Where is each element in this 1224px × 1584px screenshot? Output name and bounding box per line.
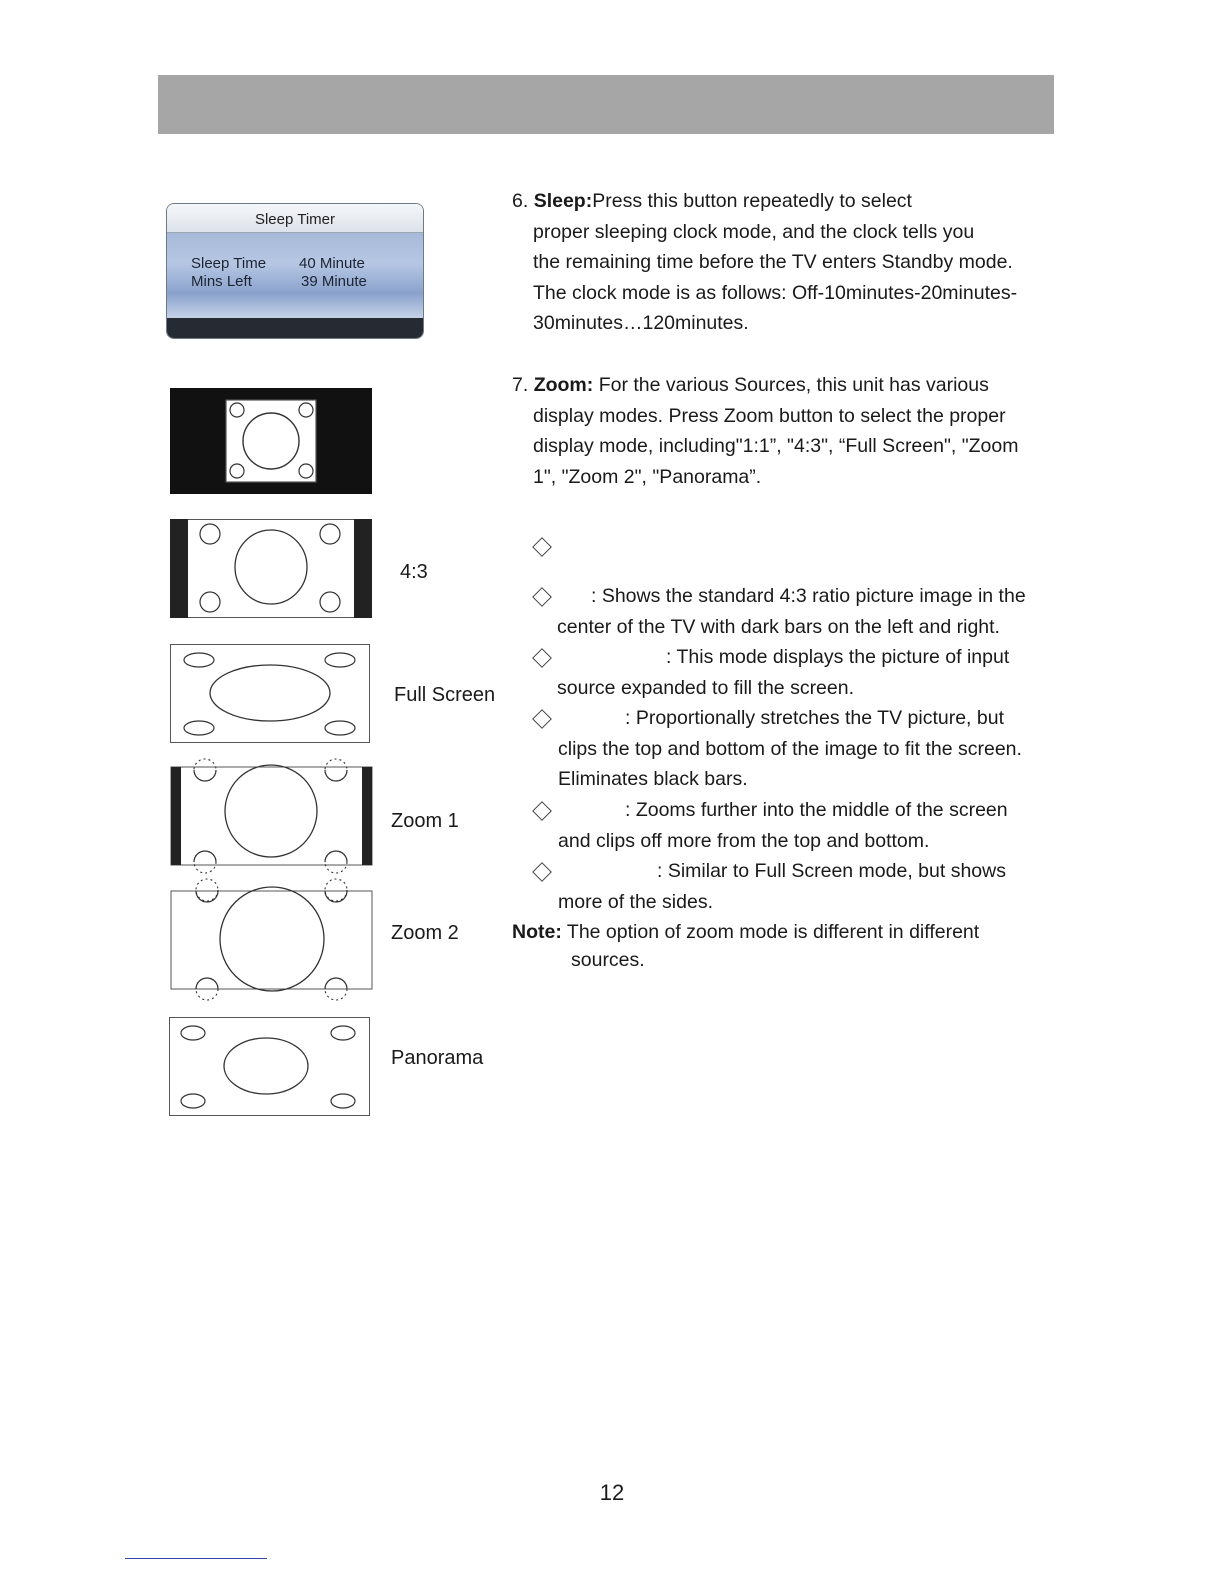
bullet-4-3-line: : Shows the standard 4:3 ratio picture image in the xyxy=(591,585,1026,607)
sleep-number: 6. xyxy=(512,190,529,212)
thumbnail-1-1 xyxy=(170,388,372,494)
mode-label-full-screen: Full Screen xyxy=(394,684,496,706)
bullet-zoom-1-line: clips the top and bottom of the image to fit the screen. xyxy=(558,738,1022,760)
osd-title: Sleep Timer xyxy=(167,204,423,233)
zoom-line: 1", "Zoom 2", "Panorama”. xyxy=(533,465,762,488)
footer-rule xyxy=(125,1558,267,1559)
sleep-line: proper sleeping clock mode, and the clock tells you xyxy=(533,220,975,243)
mode-label-zoom-2: Zoom 2 xyxy=(391,922,459,944)
zoom-number: 7. xyxy=(512,374,529,396)
sleep-title: Sleep: xyxy=(533,190,593,212)
sleep-section xyxy=(512,186,1017,339)
diamond-bullet-icon xyxy=(532,648,552,668)
note-text: The option of zoom mode is different in different xyxy=(566,921,980,943)
mode-label-panorama: Panorama xyxy=(391,1047,484,1069)
bullet-zoom-2-line: : Zooms further into the middle of the screen xyxy=(625,799,1008,821)
osd-row-mins-left xyxy=(191,273,367,290)
bullet-panorama-line: : Similar to Full Screen mode, but shows xyxy=(657,860,1006,882)
thumbnail-4-3 xyxy=(170,519,372,618)
thumbnail-zoom-2 xyxy=(170,878,374,1002)
thumbnail-full-screen xyxy=(170,644,372,744)
diamond-bullet-icon xyxy=(532,537,552,557)
diamond-bullet-icon xyxy=(532,587,552,607)
bullet-zoom-1-line: : Proportionally stretches the TV picture, but xyxy=(625,707,1004,729)
diamond-bullet-icon xyxy=(532,709,552,729)
osd-value: 40 Minute xyxy=(299,255,365,272)
bullet-full-screen-line: : This mode displays the picture of input xyxy=(666,646,1010,668)
diamond-bullet-icon xyxy=(532,862,552,882)
bullet-panorama-line: more of the sides. xyxy=(558,891,713,913)
sleep-line: the remaining time before the TV enters Standby mode. xyxy=(533,251,1013,274)
osd-footer xyxy=(167,318,423,338)
zoom-title: Zoom: xyxy=(533,374,594,396)
note-line xyxy=(512,917,979,948)
thumbnail-panorama xyxy=(169,1017,371,1117)
osd-label: Sleep Time xyxy=(191,255,267,272)
page-number: 12 xyxy=(599,1480,625,1505)
osd-value: 39 Minute xyxy=(301,273,367,290)
osd-body xyxy=(167,233,423,319)
header-bar xyxy=(158,75,1054,134)
note-label: Note: xyxy=(512,921,562,943)
sleep-timer-osd xyxy=(166,203,424,339)
bullet-zoom-1-line: Eliminates black bars. xyxy=(558,768,748,790)
zoom-line: display mode, including"1:1”, "4:3", “Full Screen", "Zoom xyxy=(533,435,1019,458)
osd-label: Mins Left xyxy=(191,273,252,290)
zoom-line: For the various Sources, this unit has various xyxy=(598,374,989,396)
sleep-line: 30minutes…120minutes. xyxy=(533,312,749,335)
zoom-section xyxy=(512,370,1019,492)
diamond-bullet-icon xyxy=(532,801,552,821)
sleep-line: The clock mode is as follows: Off-10minutes-20minutes- xyxy=(533,281,1018,304)
thumbnail-zoom-1 xyxy=(170,756,374,876)
bullet-zoom-2-line: and clips off more from the top and bottom. xyxy=(558,830,930,852)
osd-row-sleep-time xyxy=(191,255,365,272)
bullet-4-3-line: center of the TV with dark bars on the left and right. xyxy=(557,616,1000,638)
zoom-line: display modes. Press Zoom button to select the proper xyxy=(533,404,1006,427)
mode-label-zoom-1: Zoom 1 xyxy=(391,810,459,832)
note-line: sources. xyxy=(571,949,645,971)
sleep-line: Press this button repeatedly to select xyxy=(592,190,912,212)
bullet-full-screen-line: source expanded to fill the screen. xyxy=(557,677,855,699)
mode-label-4-3: 4:3 xyxy=(400,561,428,583)
